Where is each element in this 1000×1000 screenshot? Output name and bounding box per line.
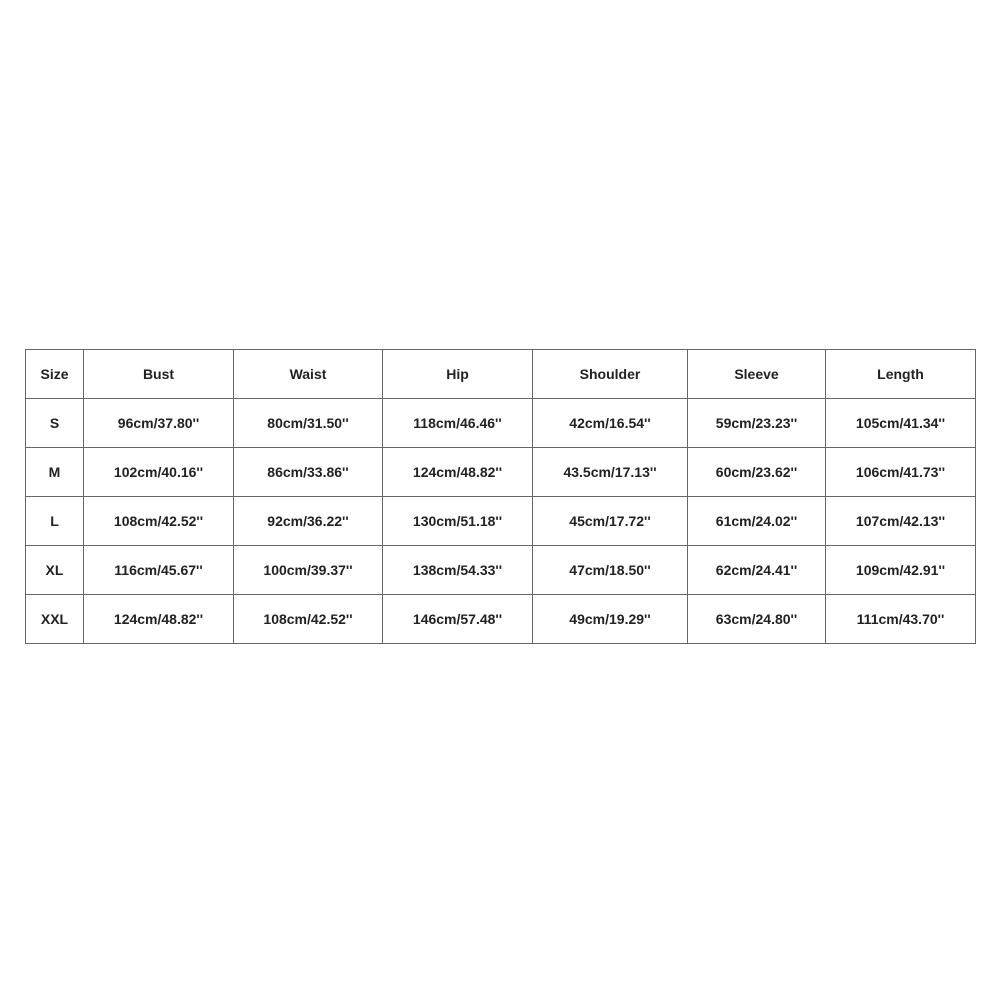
cell-length: 105cm/41.34'' — [826, 399, 976, 448]
header-length: Length — [826, 350, 976, 399]
header-bust: Bust — [84, 350, 234, 399]
cell-size: S — [26, 399, 84, 448]
header-size: Size — [26, 350, 84, 399]
cell-shoulder: 45cm/17.72'' — [533, 497, 688, 546]
cell-waist: 108cm/42.52'' — [234, 595, 383, 644]
header-hip: Hip — [383, 350, 533, 399]
cell-hip: 130cm/51.18'' — [383, 497, 533, 546]
cell-bust: 108cm/42.52'' — [84, 497, 234, 546]
cell-shoulder: 43.5cm/17.13'' — [533, 448, 688, 497]
cell-sleeve: 61cm/24.02'' — [688, 497, 826, 546]
table-row — [26, 595, 976, 644]
cell-length: 106cm/41.73'' — [826, 448, 976, 497]
cell-sleeve: 62cm/24.41'' — [688, 546, 826, 595]
cell-size: M — [26, 448, 84, 497]
table-row — [26, 399, 976, 448]
header-waist: Waist — [234, 350, 383, 399]
cell-length: 107cm/42.13'' — [826, 497, 976, 546]
cell-shoulder: 47cm/18.50'' — [533, 546, 688, 595]
cell-bust: 116cm/45.67'' — [84, 546, 234, 595]
cell-hip: 138cm/54.33'' — [383, 546, 533, 595]
cell-sleeve: 63cm/24.80'' — [688, 595, 826, 644]
cell-sleeve: 60cm/23.62'' — [688, 448, 826, 497]
cell-shoulder: 42cm/16.54'' — [533, 399, 688, 448]
header-row — [26, 350, 976, 399]
cell-bust: 102cm/40.16'' — [84, 448, 234, 497]
cell-sleeve: 59cm/23.23'' — [688, 399, 826, 448]
cell-length: 111cm/43.70'' — [826, 595, 976, 644]
header-sleeve: Sleeve — [688, 350, 826, 399]
size-chart-table — [25, 349, 976, 644]
cell-waist: 86cm/33.86'' — [234, 448, 383, 497]
cell-bust: 96cm/37.80'' — [84, 399, 234, 448]
cell-bust: 124cm/48.82'' — [84, 595, 234, 644]
header-shoulder: Shoulder — [533, 350, 688, 399]
table-row — [26, 546, 976, 595]
cell-hip: 146cm/57.48'' — [383, 595, 533, 644]
table-row — [26, 448, 976, 497]
cell-waist: 80cm/31.50'' — [234, 399, 383, 448]
cell-length: 109cm/42.91'' — [826, 546, 976, 595]
cell-size: XXL — [26, 595, 84, 644]
cell-size: L — [26, 497, 84, 546]
cell-hip: 124cm/48.82'' — [383, 448, 533, 497]
cell-hip: 118cm/46.46'' — [383, 399, 533, 448]
cell-waist: 92cm/36.22'' — [234, 497, 383, 546]
cell-size: XL — [26, 546, 84, 595]
table-row — [26, 497, 976, 546]
cell-shoulder: 49cm/19.29'' — [533, 595, 688, 644]
cell-waist: 100cm/39.37'' — [234, 546, 383, 595]
